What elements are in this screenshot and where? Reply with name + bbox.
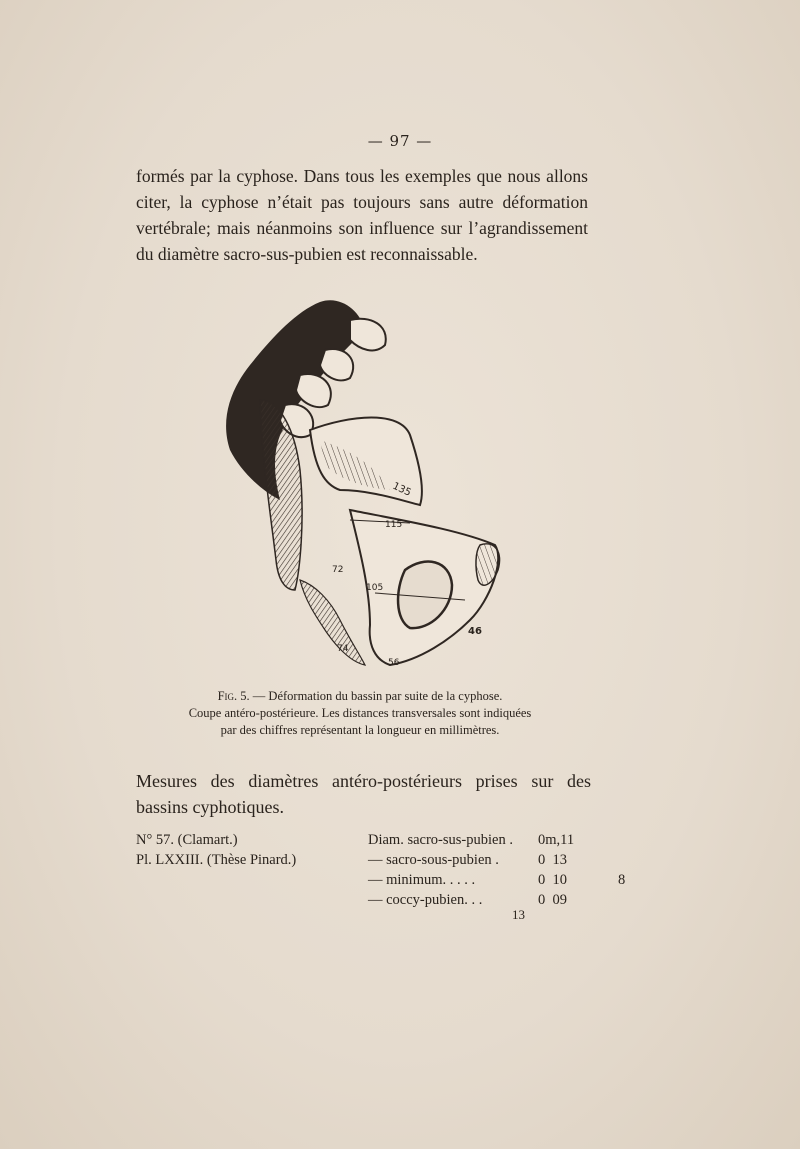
measurement-value: 0 13: [538, 852, 567, 868]
signature-mark: 13: [512, 907, 525, 922]
page-number: — 97 —: [367, 132, 433, 150]
measurement-value: 0 10: [538, 872, 567, 888]
figure-label-72: 72: [332, 565, 344, 575]
figure-label-56: 56: [388, 658, 400, 668]
vertebra-shape: [296, 374, 331, 407]
figure-label-74: 74: [337, 644, 349, 654]
specimen-reference: [136, 830, 296, 870]
figure-label-115: 115: [385, 520, 403, 530]
caption-title: — Déformation du bassin par suite de la cyphose.: [249, 689, 503, 703]
measurement-label: Diam. sacro-sus-pubien .: [368, 832, 513, 848]
caption-label: Fig. 5.: [217, 689, 250, 703]
body-paragraph: [136, 163, 588, 267]
coccyx-shape: [300, 580, 365, 665]
measurement-value: 0 09: [538, 892, 567, 908]
specimen-plate: Pl. LXXIII. (Thèse Pinard.): [136, 852, 297, 868]
symphysis-shape: [476, 544, 500, 585]
measurement-extra: 8: [618, 872, 626, 888]
vertebra-shape: [350, 319, 386, 351]
pelvis-figure: [200, 290, 520, 680]
measurement-label: — coccy-pubien. . .: [368, 892, 483, 908]
paragraph-text: formés par la cyphose. Dans tous les exemples que nous allons citer, la cyphose n’était pas toujours sans autre déformation vertébrale; mais néanmoins son influence sur l’agrandissement du diamètre sacro-sus-pubien est reconnaissable.: [136, 166, 588, 264]
vertebra-shape: [320, 349, 353, 380]
measurement-row: [368, 890, 625, 910]
measurements-table: [368, 830, 625, 910]
figure-label-105: 105: [366, 583, 384, 593]
measurement-row: [368, 870, 625, 890]
measurement-row: [368, 850, 625, 870]
section-heading: Mesures des diamètres antéro-postérieurs prises sur des bassins cyphotiques.: [136, 771, 591, 817]
measurement-value: 0m,11: [538, 832, 575, 848]
specimen-number: N° 57. (Clamart.): [136, 832, 238, 848]
figure-caption: [150, 688, 570, 739]
pelvis-illustration: [200, 290, 520, 680]
caption-line: Coupe antéro-postérieure. Les distances transversales sont indiquées: [188, 706, 532, 720]
figure-label-46: 46: [468, 626, 482, 637]
caption-line: par des chiffres représentant la longueur en millimètres.: [220, 723, 500, 737]
measurement-label: — sacro-sous-pubien .: [368, 852, 499, 868]
figure-label-135: 135: [390, 480, 413, 499]
measurement-label: — minimum. . . . .: [368, 872, 476, 888]
measurement-row: [368, 830, 625, 850]
